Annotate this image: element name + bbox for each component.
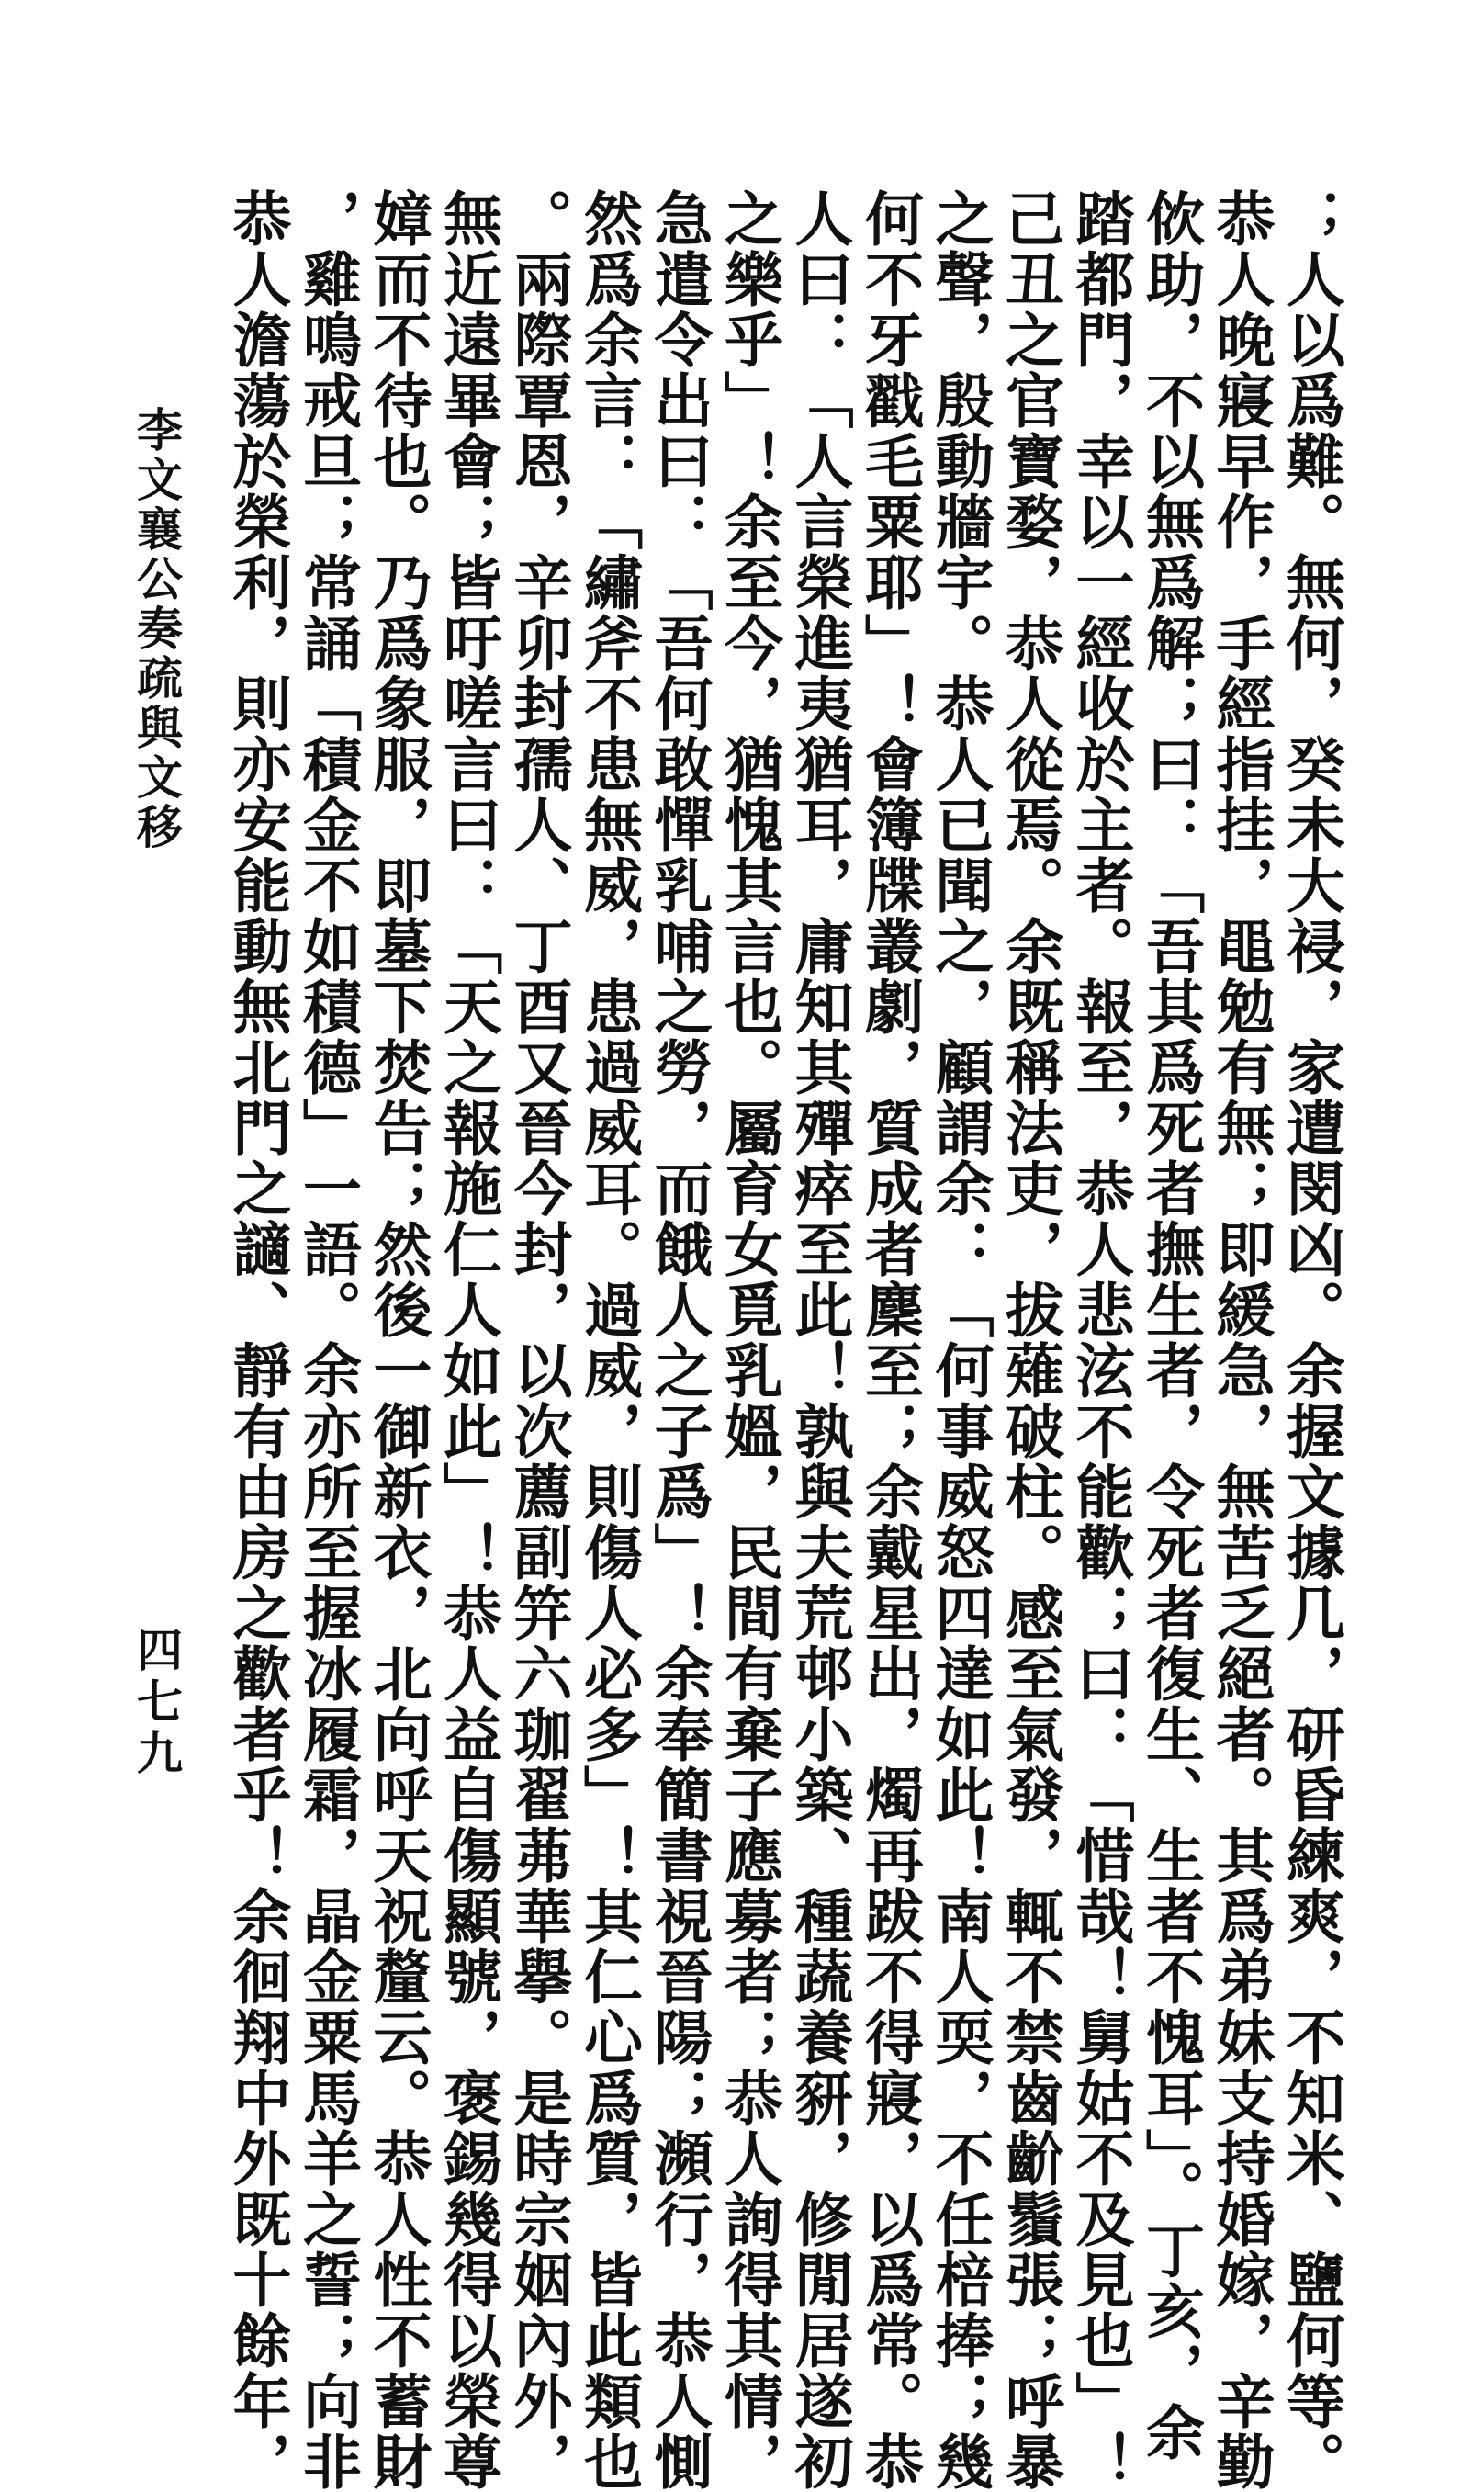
text-column: 恭人晚寢早作，手經指挂，黽勉有無；即緩急，無苦乏絕者。其爲弟妹支持婚嫁，辛勤 [1206, 188, 1276, 2492]
text-column: 急遣令出曰：「吾何敢憚乳哺之勞，而餓人之子爲」！余奉簡書視晉陽；瀕行，恭人惻 [644, 188, 714, 2492]
page-number: 四七九 [129, 1626, 184, 1780]
text-column: 己丑之官寶婺，恭人從焉。余既稱法吏，拔薙破柱。感至氣發，輒不禁齒齘鬚張；呼暴 [995, 188, 1064, 2492]
text-column: 無近遠畢會；皆吁嗟言曰：「天之報施仁人如此」！恭人益自傷顯號，褒錫幾得以榮尊 [433, 188, 502, 2492]
text-column: 踏都門，幸以一經收於主者。報至，恭人悲泫不能歡；曰：「惜哉！舅姑不及見也」！ [1065, 188, 1135, 2492]
text-column: 佽助，不以無爲解；曰：「吾其爲死者撫生者，令死者復生、生者不愧耳」。丁亥，余 [1136, 188, 1205, 2463]
body-text [222, 188, 1345, 2492]
text-column: 何不牙戳毛粟耶」！會簿牒叢劇，質成者麇至；余戴星出，燭再跋不得寢，以爲常。恭 [855, 188, 924, 2492]
running-title: 李文襄公奏疏與文移 [129, 406, 184, 852]
text-column: ，雞鳴戒旦；常誦「積金不如積德」一語。余亦所至握冰履霜，晶金粟馬羊之誓；向非 [293, 188, 362, 2492]
text-column: 然爲余言：「繡斧不患無威，患過威耳。過威，則傷人必多」！其仁心爲質，皆此類也 [574, 188, 643, 2492]
text-column: 人曰：「人言榮進夷猶耳，庸知其殫瘁至此！孰與夫荒邨小築、種蔬養豜，修閒居遂初 [784, 188, 854, 2492]
text-column: 之樂乎」！余至今，猶愧其言也。屬育女覓乳媼，民間有棄子應募者；恭人詢得其情， [714, 188, 783, 2492]
text-column: 。兩際覃恩，辛卯封孺人、丁酉又晉今封，以次薦副笄六珈翟茀華擧。是時宗姻內外， [503, 188, 573, 2492]
text-column: 之聲，殷動牆宇。恭人已聞之，顧謂余：「何事威怒四達如此！南人耎，不任棓捧；幾 [925, 188, 995, 2492]
text-column: 恭人澹蕩於榮利，則亦安能動無北門之讁、靜有由房之歡者乎！余徊翔中外既十餘年， [222, 188, 292, 2492]
text-column: 嫜而不待也。乃爲象服，即墓下焚告；然後一御新衣，北向呼天祝釐云。恭人性不蓄財 [363, 188, 433, 2492]
text-column: ；人以爲難。無何，癸未大祲，家遭閔凶。余握文據几，研昏練爽，不知米、鹽何等。 [1276, 188, 1345, 2492]
